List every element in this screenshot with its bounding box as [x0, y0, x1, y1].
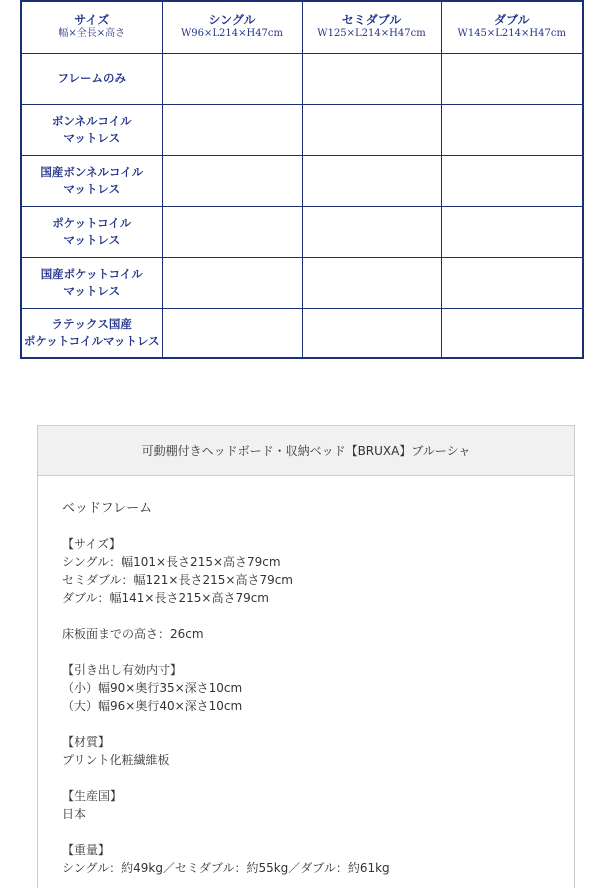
spec-section-origin: [62, 787, 574, 823]
spec-panel-header: [38, 426, 574, 476]
spec-line: シングル：幅101×長さ215×高さ79cm: [62, 555, 281, 569]
spec-line: ダブル：幅141×長さ215×高さ79cm: [62, 591, 269, 605]
row-label-cell: [21, 257, 162, 308]
table-cell: [441, 308, 583, 358]
table-cell: [162, 155, 302, 206]
table-cell: [302, 104, 441, 155]
table-cell: [162, 104, 302, 155]
size-corner-title: サイズ: [74, 13, 110, 28]
table-cell: [162, 206, 302, 257]
table-cell: [441, 53, 583, 104]
table-cell: [162, 308, 302, 358]
size-header-semi-double: [302, 1, 441, 53]
size-header-single: [162, 1, 302, 53]
table-row: [21, 308, 583, 358]
spec-line: 日本: [62, 807, 87, 821]
size-table: [20, 0, 584, 359]
spec-section-floor-height: [62, 625, 574, 643]
table-row: [21, 257, 583, 308]
size-header-name: セミダブル: [341, 13, 402, 28]
table-cell: [162, 53, 302, 104]
table-row: [21, 53, 583, 104]
row-label: ボンネルコイル: [51, 113, 132, 128]
size-header-dims: W96×L214×H47cm: [180, 28, 284, 40]
table-cell: [441, 104, 583, 155]
row-label-cell: [21, 155, 162, 206]
spec-line: シングル：約49kg／セミダブル：約55kg／ダブル：約61kg: [62, 861, 390, 875]
row-label: 国産ポケットコイル: [40, 266, 143, 281]
spec-line: 【重量】: [62, 843, 111, 857]
row-label-cell: [21, 206, 162, 257]
spec-panel: [37, 425, 575, 888]
spec-section-size: [62, 535, 574, 607]
table-cell: [302, 257, 441, 308]
spec-panel-title: 可動棚付きヘッドボード・収納ベッド【BRUXA】ブルーシャ: [141, 444, 471, 458]
table-cell: [162, 257, 302, 308]
spec-line: プリント化粧繊維板: [62, 753, 170, 767]
table-row: [21, 104, 583, 155]
size-header-double: [441, 1, 583, 53]
size-table-header-row: [21, 1, 583, 53]
spec-section-material: [62, 733, 574, 769]
size-header-name: シングル: [208, 13, 256, 28]
row-label-sub: マットレス: [63, 232, 121, 247]
size-corner-cell: [21, 1, 162, 53]
row-label: ポケットコイル: [52, 215, 132, 230]
table-cell: [441, 257, 583, 308]
row-label-sub: ポケットコイルマットレス: [23, 333, 160, 348]
table-cell: [441, 155, 583, 206]
spec-line: 【引き出し有効内寸】: [62, 663, 183, 677]
spec-line: セミダブル：幅121×長さ215×高さ79cm: [62, 573, 293, 587]
spec-line: （小）幅90×奥行35×深さ10cm: [62, 681, 243, 695]
row-label: ラテックス国産: [51, 316, 132, 331]
size-header-name: ダブル: [493, 13, 530, 28]
row-label-cell: [21, 53, 162, 104]
table-row: [21, 206, 583, 257]
row-label: フレームのみ: [57, 71, 127, 85]
table-cell: [441, 206, 583, 257]
spec-line: 【サイズ】: [62, 537, 122, 551]
row-label-cell: [21, 104, 162, 155]
table-cell: [302, 53, 441, 104]
spec-heading: ベッドフレーム: [62, 501, 153, 516]
size-corner-subtitle: 幅×全長×高さ: [58, 28, 126, 40]
table-cell: [302, 308, 441, 358]
row-label-sub: マットレス: [63, 181, 121, 196]
spec-line: 【材質】: [62, 735, 111, 749]
spec-line: （大）幅96×奥行40×深さ10cm: [62, 699, 243, 713]
table-cell: [302, 206, 441, 257]
spec-section-drawer: [62, 661, 574, 715]
spec-line: 床板面までの高さ：26cm: [62, 627, 204, 641]
spec-line: 【生産国】: [62, 789, 123, 803]
table-row: [21, 155, 583, 206]
size-header-dims: W125×L214×H47cm: [317, 28, 426, 40]
spec-panel-body: [38, 476, 574, 877]
table-cell: [302, 155, 441, 206]
row-label-sub: マットレス: [63, 130, 121, 145]
spec-section-weight: [62, 841, 574, 877]
row-label: 国産ボンネルコイル: [40, 164, 144, 179]
row-label-sub: マットレス: [63, 283, 121, 298]
row-label-cell: [21, 308, 162, 358]
size-header-dims: W145×L214×H47cm: [457, 28, 566, 40]
